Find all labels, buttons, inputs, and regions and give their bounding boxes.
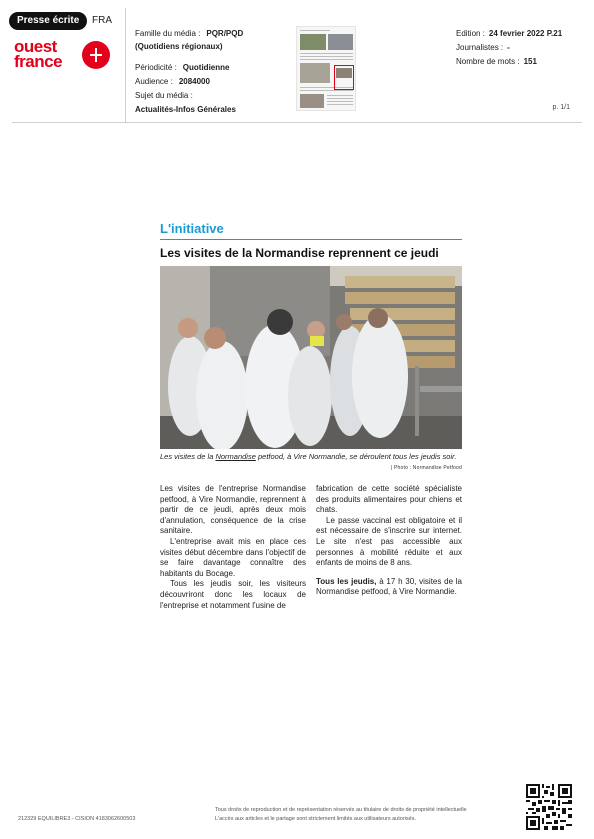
- page-thumbnail[interactable]: [296, 26, 356, 111]
- audience-label: Audience :: [135, 77, 173, 86]
- mots-value: 151: [523, 57, 537, 66]
- audience-value: 2084000: [178, 77, 210, 86]
- paragraph-info: [316, 577, 462, 598]
- famille-sub: (Quotidiens régionaux): [135, 42, 223, 51]
- language-code: FRA: [92, 15, 112, 26]
- media-type-badge: Presse écrite: [9, 12, 87, 30]
- thumb-line: [300, 56, 353, 57]
- header-divider: [125, 8, 126, 122]
- logo-line-1: ouest: [14, 37, 57, 56]
- paragraph: fabrication de cette société spécialiste des produits alimentaires pour chiens et chats.: [316, 484, 462, 515]
- thumb-photo: [300, 63, 330, 83]
- journalistes-label: Journalistes :: [456, 43, 504, 52]
- photo-credit: | Photo : Normandise Petfood: [390, 465, 462, 471]
- article-column-1: [160, 484, 306, 611]
- thumb-line: [327, 101, 353, 102]
- sujet-label: Sujet du média :: [135, 91, 193, 100]
- thumb-photo: [300, 94, 324, 108]
- thumb-line: [300, 59, 353, 60]
- edition-row: [456, 29, 562, 38]
- article-highlight: [334, 65, 354, 90]
- audience-row: [135, 77, 210, 86]
- rights-line-2: L'accès aux articles et le partage sont strictement limités aux utilisateurs autorisés.: [215, 816, 416, 822]
- journalistes-value: -: [507, 43, 510, 52]
- famille-value: PQR/PQD: [206, 29, 244, 38]
- article-column-2: [316, 484, 462, 598]
- thumb-line: [300, 90, 353, 91]
- thumb-photo: [328, 34, 353, 50]
- rubric-rule: [160, 239, 462, 240]
- thumb-line: [300, 53, 353, 54]
- periodicite-row: [135, 63, 229, 72]
- paragraph: L'entreprise avait mis en place ces visites début décembre dans l'objectif de se faire davantage connaître des habitants du Bocage.: [160, 536, 306, 578]
- caption-link[interactable]: Normandise: [215, 452, 256, 461]
- article-title: Les visites de la Normandise reprennent ce jeudi: [160, 246, 439, 260]
- document-header: [0, 0, 594, 122]
- info-text: à 17 h 30, visites de la Normandise petfood, à Vire Normandie.: [316, 576, 463, 597]
- footer-rights: [215, 806, 467, 824]
- qr-code-icon[interactable]: [526, 784, 572, 830]
- photo-illustration: [160, 266, 462, 449]
- periodicite-label: Périodicité :: [135, 63, 177, 72]
- paragraph: Le passe vaccinal est obligatoire et il est nécessaire de s'inscrire sur internet. Le site n'est pas accessible aux personnes à mobilité réduite et aux enfants de moins de 8 ans.: [316, 515, 462, 568]
- paragraph: Tous les jeudis soir, les visiteurs découvriront donc les locaux de l'entreprise et notamment l'usine de: [160, 579, 306, 610]
- logo-cross-icon: [82, 41, 110, 69]
- rights-line-1: Tous droits de reproduction et de représentation réservés au titulaire de droits de propriété intellectuelle: [215, 807, 467, 813]
- ouest-france-logo: [14, 39, 110, 73]
- photo-caption: [160, 452, 462, 462]
- famille-row: [135, 29, 243, 38]
- sujet-value: Actualités-Infos Générales: [135, 105, 236, 114]
- thumb-line: [327, 98, 353, 99]
- info-lead: Tous les jeudis,: [316, 576, 377, 586]
- edition-label: Edition :: [456, 29, 485, 38]
- famille-label: Famille du média :: [135, 29, 201, 38]
- thumb-line: [327, 95, 353, 96]
- caption-text: petfood, à Vire Normandie, se déroulent tous les jeudis soir.: [255, 452, 457, 461]
- page-number: p. 1/1: [552, 104, 570, 111]
- periodicite-value: Quotidienne: [182, 63, 230, 72]
- journalistes-row: [456, 43, 510, 52]
- caption-text: Les visites de la: [160, 452, 216, 461]
- logo-wordmark: [14, 39, 62, 69]
- article-rubric: L'initiative: [160, 221, 224, 236]
- thumb-photo: [300, 34, 326, 50]
- paragraph: Les visites de l'entreprise Normandise petfood, à Vire Normandie, reprennent à partir de ce jeudi, après deux mois d'annulation, conséquence de la crise sanitaire.: [160, 484, 306, 536]
- mots-row: [456, 57, 537, 66]
- thumb-line: [327, 104, 353, 105]
- header-bottom-rule: [12, 122, 582, 123]
- mots-label: Nombre de mots :: [456, 57, 520, 66]
- logo-line-2: france: [14, 52, 63, 71]
- article-photo: [160, 266, 462, 449]
- thumb-line: [300, 30, 330, 31]
- footer-reference: 212329 EQUILIBRE3 - CISION 4183062600503: [18, 816, 136, 822]
- edition-value: 24 fevrier 2022 P.21: [488, 29, 563, 38]
